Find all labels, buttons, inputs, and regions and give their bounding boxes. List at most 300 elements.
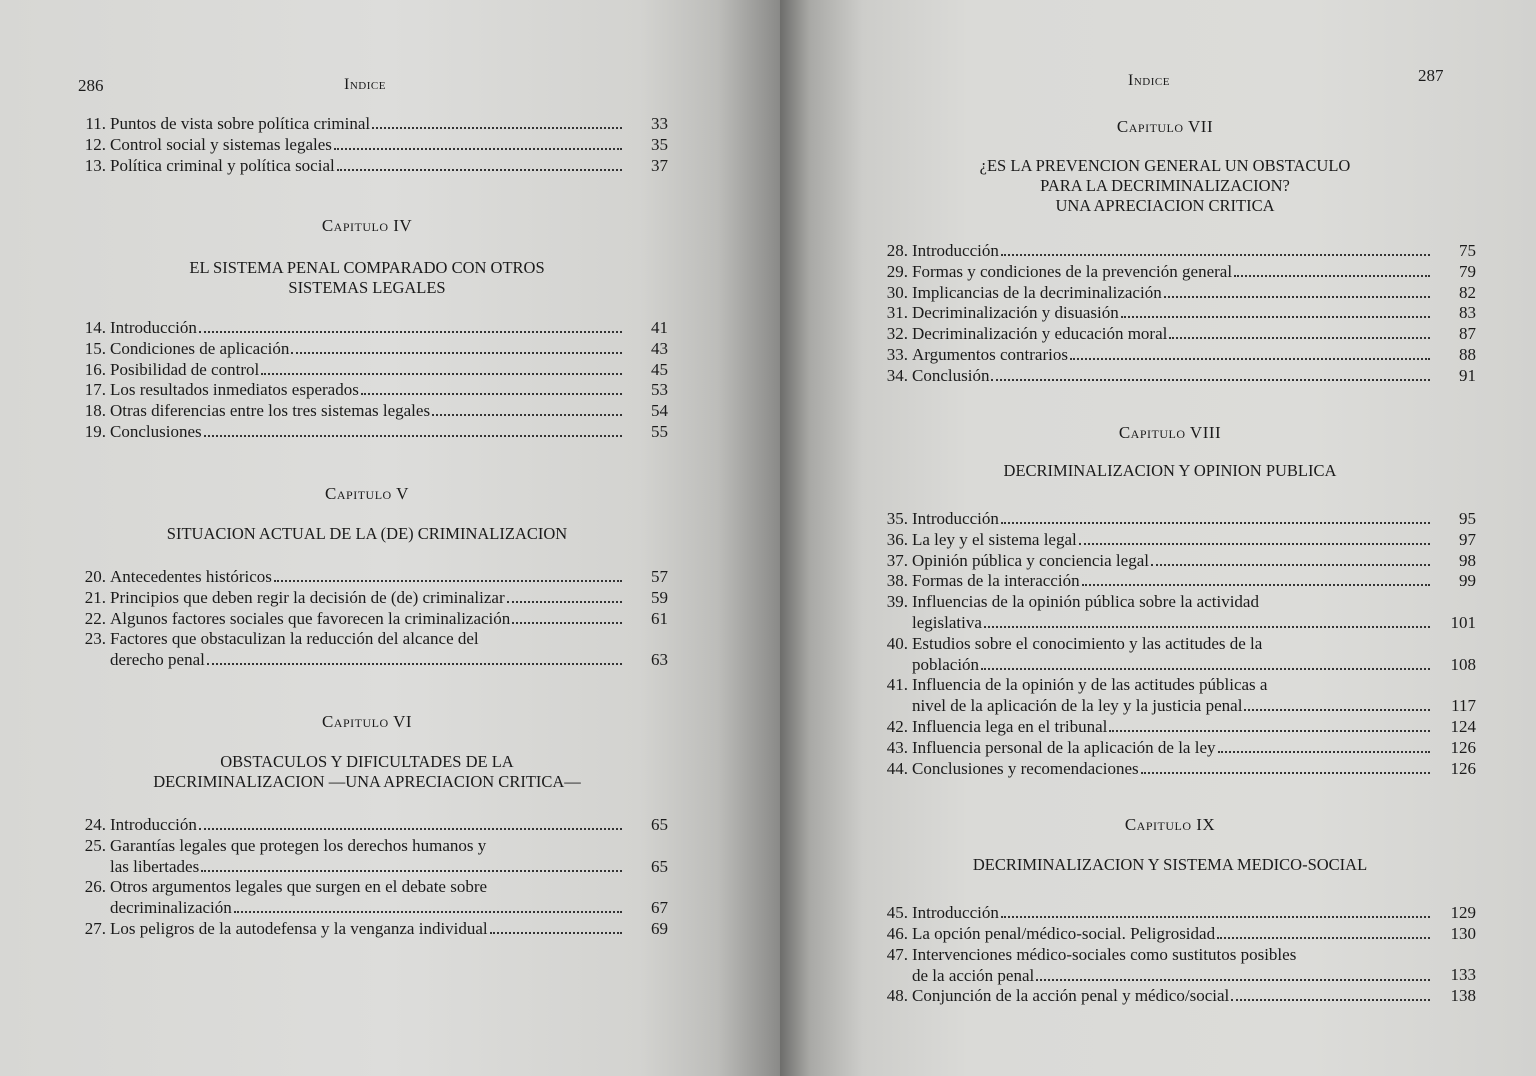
- entry-title-text: Influencias de la opinión pública sobre la actividad: [912, 592, 1259, 612]
- entry-title-line: [110, 835, 626, 856]
- entry-title-line: [912, 365, 1434, 386]
- entry-page: 99: [1459, 571, 1476, 591]
- entry-page: 55: [651, 422, 668, 441]
- entry-title-line: [110, 587, 626, 608]
- entry-page: 35: [651, 134, 668, 154]
- toc-entry[interactable]: [72, 876, 668, 918]
- right-page: [780, 0, 1536, 1076]
- entry-number: 34.: [886, 365, 908, 385]
- entry-number: 13.: [84, 155, 106, 175]
- entry-title-line: [912, 323, 1434, 344]
- entry-title-line: [110, 379, 626, 400]
- entry-number: 27.: [84, 919, 106, 938]
- entry-number: 24.: [84, 815, 106, 834]
- entry-title-text: Conclusiones: [110, 422, 202, 441]
- entry-title-line: [912, 302, 1434, 323]
- chapter-title-line: DECRIMINALIZACION Y SISTEMA MEDICO-SOCIAL: [972, 855, 1368, 874]
- entry-page: 133: [1450, 965, 1476, 985]
- dot-leader: [1001, 522, 1430, 524]
- entry-title: [110, 835, 626, 877]
- entry-page: 61: [651, 608, 668, 628]
- dot-leader: [490, 932, 622, 934]
- running-head: Indice: [344, 76, 386, 93]
- entry-page: 37: [651, 155, 668, 175]
- dot-leader: [274, 580, 622, 582]
- toc-entry[interactable]: [874, 570, 1474, 591]
- entry-title-text: población: [912, 654, 980, 674]
- entry-title: [912, 508, 1434, 529]
- entry-title-text: Conclusión: [912, 365, 990, 385]
- entry-number: 26.: [84, 877, 106, 897]
- entry-page: 54: [651, 401, 668, 421]
- entry-title-line: [110, 359, 626, 380]
- dot-leader: [1082, 584, 1430, 586]
- toc-entry[interactable]: [72, 421, 668, 442]
- entry-title: [110, 359, 626, 380]
- toc-entry[interactable]: [72, 379, 668, 400]
- entry-title-text: Posibilidad de control: [110, 359, 260, 379]
- entry-title-text: Puntos de vista sobre política criminal: [110, 114, 371, 133]
- dot-leader: [512, 622, 622, 624]
- entry-title-text: Antecedentes históricos: [110, 567, 272, 586]
- entry-page: 65: [651, 856, 668, 876]
- toc-entry[interactable]: [874, 550, 1474, 571]
- toc-entry[interactable]: [874, 902, 1474, 923]
- entry-title: [912, 344, 1434, 365]
- entry-title-line: [110, 608, 626, 629]
- toc-entry[interactable]: [72, 338, 668, 359]
- entry-number: 47.: [886, 944, 908, 964]
- entry-title: [110, 134, 626, 155]
- toc-entry[interactable]: [874, 508, 1474, 529]
- entry-title-line: [110, 421, 626, 442]
- entry-title-line: [912, 654, 1434, 675]
- entry-title: [912, 365, 1434, 386]
- entry-page: 45: [651, 359, 668, 379]
- dot-leader: [981, 668, 1430, 670]
- entry-title-line: [110, 400, 626, 421]
- entry-number: 25.: [84, 835, 106, 855]
- dot-leader: [1234, 275, 1430, 277]
- entry-title-text: derecho penal: [110, 650, 205, 670]
- dot-leader: [199, 331, 622, 333]
- entry-title: [912, 737, 1434, 758]
- toc-entry[interactable]: [874, 716, 1474, 737]
- entry-title-line: [110, 134, 626, 155]
- entry-title-line: [912, 570, 1434, 591]
- entry-title-text: Los peligros de la autodefensa y la venganza individual: [110, 919, 488, 938]
- entry-title-text: La ley y el sistema legal: [912, 529, 1077, 549]
- entry-title-text: Introducción: [912, 903, 999, 922]
- entry-title: [110, 608, 626, 629]
- toc-entry[interactable]: [874, 323, 1474, 344]
- entry-title: [912, 944, 1434, 986]
- entry-number: 22.: [84, 608, 106, 628]
- chapter-title-line: ¿ES LA PREVENCION GENERAL UN OBSTACULO: [979, 156, 1351, 175]
- entry-page: 57: [651, 567, 668, 586]
- entry-page: 138: [1450, 986, 1476, 1006]
- entry-title-text: Los resultados inmediatos esperados: [110, 380, 359, 400]
- dot-leader: [1001, 916, 1430, 918]
- entry-number: 11.: [85, 114, 106, 133]
- entry-page: 41: [651, 318, 668, 337]
- entry-title-text: legislativa: [912, 613, 982, 633]
- chapter-title: [72, 258, 662, 298]
- toc-entry[interactable]: [72, 835, 668, 877]
- entry-page: 130: [1450, 923, 1476, 943]
- entry-number: 35.: [886, 509, 908, 528]
- toc-entry[interactable]: [72, 113, 668, 134]
- entry-title-text: de la acción penal: [912, 965, 1035, 985]
- entry-page: 117: [1451, 696, 1476, 716]
- entry-title-line: [110, 856, 626, 877]
- entry-title-line: [912, 591, 1434, 612]
- dot-leader: [1141, 772, 1430, 774]
- entry-title: [912, 529, 1434, 550]
- entry-title-line: [912, 529, 1434, 550]
- toc-entry[interactable]: [874, 282, 1474, 303]
- dot-leader: [372, 127, 622, 129]
- entry-number: 23.: [84, 629, 106, 649]
- entry-title-line: [912, 508, 1434, 529]
- chapter-title-line: EL SISTEMA PENAL COMPARADO CON OTROS: [189, 258, 545, 277]
- toc-entry[interactable]: [874, 529, 1474, 550]
- entry-page: 33: [651, 114, 668, 133]
- entry-page: 67: [651, 898, 668, 918]
- entry-title-line: [110, 113, 626, 134]
- entry-page: 98: [1459, 550, 1476, 570]
- entry-title: [912, 591, 1434, 633]
- entry-page: 124: [1450, 717, 1476, 736]
- entry-title-text: Otros argumentos legales que surgen en el debate sobre: [110, 877, 488, 897]
- entry-title-line: [110, 918, 626, 939]
- entry-title-line: [912, 612, 1434, 633]
- dot-leader: [432, 414, 622, 416]
- entry-page: 129: [1450, 903, 1476, 922]
- entry-title-line: [912, 923, 1434, 944]
- entry-page: 69: [651, 919, 668, 938]
- chapter-title: [880, 855, 1460, 875]
- entry-number: 30.: [886, 282, 908, 302]
- entry-title: [912, 282, 1434, 303]
- entry-title-text: las libertades: [110, 856, 200, 876]
- chapter-label: Capitulo V: [325, 484, 409, 503]
- dot-leader: [1169, 337, 1430, 339]
- dot-leader: [507, 601, 622, 603]
- entry-title: [912, 716, 1434, 737]
- entry-number: 12.: [84, 134, 106, 154]
- entry-title: [110, 338, 626, 359]
- dot-leader: [1218, 751, 1431, 753]
- toc-entry[interactable]: [72, 359, 668, 380]
- running-head: Indice: [1128, 72, 1170, 89]
- dot-leader: [201, 870, 622, 872]
- entry-page: 82: [1459, 282, 1476, 302]
- entry-number: 39.: [886, 592, 908, 612]
- entry-title: [912, 758, 1434, 779]
- dot-leader: [1164, 296, 1430, 298]
- entry-title-text: Principios que deben regir la decisión de (de) criminalizar: [110, 587, 505, 607]
- dot-leader: [1070, 358, 1430, 360]
- entry-number: 32.: [886, 324, 908, 344]
- entry-title: [110, 566, 626, 587]
- entry-title: [110, 918, 626, 939]
- entry-number: 29.: [886, 261, 908, 281]
- toc-entry[interactable]: [874, 344, 1474, 365]
- chapter-title: [72, 752, 662, 792]
- entry-title-line: [912, 633, 1434, 654]
- entry-number: 44.: [886, 758, 908, 778]
- entry-title: [912, 674, 1434, 716]
- entry-title: [110, 379, 626, 400]
- entry-page: 53: [651, 380, 668, 400]
- entry-title-text: Garantías legales que protegen los derechos humanos y: [110, 835, 487, 855]
- entry-page: 97: [1459, 529, 1476, 549]
- entry-page: 63: [651, 650, 668, 670]
- entry-title-text: Algunos factores sociales que favorecen la criminalización: [110, 608, 511, 628]
- entry-title: [110, 628, 626, 670]
- entry-number: 37.: [886, 550, 908, 570]
- entry-title: [110, 155, 626, 176]
- entry-title-line: [110, 876, 626, 897]
- toc-entry[interactable]: [874, 737, 1474, 758]
- page-number: 286: [78, 76, 104, 95]
- entry-number: 42.: [886, 717, 908, 736]
- entry-title: [912, 240, 1434, 261]
- toc-entry[interactable]: [72, 566, 668, 587]
- toc-entry[interactable]: [72, 587, 668, 608]
- entry-title-text: Introducción: [912, 509, 999, 528]
- entry-title: [110, 113, 626, 134]
- entry-title-text: Conclusiones y recomendaciones: [912, 758, 1139, 778]
- chapter-title-line: SITUACION ACTUAL DE LA (DE) CRIMINALIZACION: [166, 524, 568, 543]
- entry-title-line: [912, 944, 1434, 965]
- entry-title: [110, 317, 626, 338]
- entry-number: 31.: [886, 303, 908, 323]
- entry-page: 87: [1459, 324, 1476, 344]
- entry-title-text: Otras diferencias entre los tres sistemas legales: [110, 401, 431, 421]
- entry-title: [110, 400, 626, 421]
- entry-page: 95: [1459, 509, 1476, 528]
- dot-leader: [1217, 937, 1430, 939]
- dot-leader: [334, 148, 622, 150]
- entry-title-text: Formas de la interacción: [912, 571, 1080, 591]
- toc-entry[interactable]: [72, 608, 668, 629]
- entry-title-line: [912, 550, 1434, 571]
- dot-leader: [1109, 730, 1430, 732]
- entry-title-line: [912, 737, 1434, 758]
- entry-number: 45.: [886, 903, 908, 922]
- chapter-label: Capitulo VI: [321, 712, 413, 731]
- entry-title: [912, 633, 1434, 675]
- entry-title-text: Control social y sistemas legales: [110, 134, 332, 154]
- dot-leader: [1151, 564, 1430, 566]
- dot-leader: [204, 435, 622, 437]
- dot-leader: [291, 352, 622, 354]
- entry-title: [912, 570, 1434, 591]
- entry-title-text: Decriminalización y disuasión: [912, 303, 1119, 323]
- entry-title: [912, 985, 1434, 1006]
- entry-number: 19.: [84, 422, 106, 441]
- entry-title: [912, 323, 1434, 344]
- dot-leader: [1079, 543, 1430, 545]
- entry-title-text: Introducción: [110, 318, 197, 337]
- entry-title-line: [110, 317, 626, 338]
- entry-title-text: Influencia personal de la aplicación de la ley: [912, 737, 1216, 757]
- toc-entry[interactable]: [874, 633, 1474, 675]
- entry-title-line: [110, 628, 626, 649]
- entry-title-line: [912, 261, 1434, 282]
- entry-title: [110, 876, 626, 918]
- entry-title-text: La opción penal/médico-social. Peligrosidad: [912, 923, 1216, 943]
- entry-page: 91: [1459, 365, 1476, 385]
- dot-leader: [991, 379, 1430, 381]
- chapter-title-line: DECRIMINALIZACION —UNA APRECIACION CRITICA—: [153, 772, 581, 791]
- toc-entry[interactable]: [72, 918, 668, 939]
- entry-title-line: [110, 649, 626, 670]
- entry-title: [110, 587, 626, 608]
- entry-title: [110, 814, 626, 835]
- entry-title-text: Factores que obstaculizan la reducción del alcance del: [110, 629, 479, 649]
- entry-title-text: Influencia de la opinión y de las actitudes públicas a: [912, 675, 1268, 695]
- entry-title-text: Formas y condiciones de la prevención general: [912, 261, 1233, 281]
- entry-title: [912, 302, 1434, 323]
- entry-title-text: Conjunción de la acción penal y médico/social: [912, 986, 1230, 1006]
- entry-title: [912, 902, 1434, 923]
- chapter-title: [880, 156, 1450, 216]
- entry-title-line: [912, 344, 1434, 365]
- entry-page: 126: [1450, 737, 1476, 757]
- toc-entry[interactable]: [874, 261, 1474, 282]
- entry-title-line: [110, 338, 626, 359]
- entry-page: 83: [1459, 303, 1476, 323]
- toc-entry[interactable]: [874, 302, 1474, 323]
- toc-entry[interactable]: [874, 240, 1474, 261]
- dot-leader: [261, 373, 622, 375]
- toc-entry[interactable]: [72, 814, 668, 835]
- entry-page: 79: [1459, 261, 1476, 281]
- entry-number: 33.: [886, 345, 908, 364]
- entry-title-text: nivel de la aplicación de la ley y la justicia penal: [912, 696, 1243, 716]
- entry-page: 101: [1450, 612, 1476, 632]
- entry-title-line: [110, 814, 626, 835]
- entry-title-text: Introducción: [110, 815, 197, 834]
- dot-leader: [199, 828, 622, 830]
- entry-title: [912, 550, 1434, 571]
- chapter-title-line: SISTEMAS LEGALES: [288, 278, 446, 297]
- entry-title: [110, 421, 626, 442]
- entry-number: 41.: [886, 675, 908, 695]
- chapter-title: [72, 524, 662, 544]
- toc-entry[interactable]: [72, 134, 668, 155]
- entry-number: 46.: [886, 923, 908, 943]
- chapter-title-line: PARA LA DECRIMINALIZACION?: [1040, 176, 1290, 195]
- entry-number: 16.: [84, 359, 106, 379]
- toc-entry[interactable]: [874, 591, 1474, 633]
- dot-leader: [361, 393, 622, 395]
- entry-title-text: Decriminalización y educación moral: [912, 324, 1168, 344]
- entry-title-text: Condiciones de aplicación: [110, 338, 290, 358]
- entry-title-line: [912, 758, 1434, 779]
- toc-entry[interactable]: [874, 758, 1474, 779]
- entry-number: 15.: [84, 338, 106, 358]
- entry-title-text: Introducción: [912, 241, 999, 260]
- entry-number: 43.: [886, 737, 908, 757]
- chapter-label: Capitulo VIII: [1118, 423, 1222, 442]
- entry-number: 17.: [84, 380, 106, 400]
- toc-entry[interactable]: [72, 155, 668, 176]
- entry-title-line: [912, 674, 1434, 695]
- entry-title-line: [912, 965, 1434, 986]
- dot-leader: [1121, 316, 1430, 318]
- entry-title-text: Política criminal y política social: [110, 155, 335, 175]
- toc-entry[interactable]: [874, 985, 1474, 1006]
- entry-title-line: [912, 985, 1434, 1006]
- entry-number: 38.: [886, 571, 908, 591]
- toc-entry[interactable]: [874, 674, 1474, 716]
- dot-leader: [1244, 709, 1430, 711]
- entry-page: 59: [651, 587, 668, 607]
- toc-entry[interactable]: [72, 317, 668, 338]
- dot-leader: [1036, 979, 1430, 981]
- entry-page: 88: [1459, 345, 1476, 364]
- chapter-label: Capitulo VII: [1116, 117, 1214, 136]
- dot-leader: [337, 169, 622, 171]
- entry-page: 65: [651, 815, 668, 834]
- entry-title-line: [912, 716, 1434, 737]
- toc-entry[interactable]: [874, 365, 1474, 386]
- entry-number: 21.: [84, 587, 106, 607]
- entry-title-line: [912, 282, 1434, 303]
- chapter-label: Capitulo IX: [1124, 815, 1216, 834]
- entry-number: 18.: [84, 401, 106, 421]
- entry-title: [912, 923, 1434, 944]
- dot-leader: [984, 626, 1430, 628]
- entry-title-line: [110, 155, 626, 176]
- dot-leader: [1231, 999, 1430, 1001]
- chapter-title-line: DECRIMINALIZACION Y OPINION PUBLICA: [1003, 461, 1337, 480]
- chapter-title-line: OBSTACULOS Y DIFICULTADES DE LA: [220, 752, 514, 771]
- toc-entry[interactable]: [72, 628, 668, 670]
- entry-number: 36.: [886, 529, 908, 549]
- entry-title: [912, 261, 1434, 282]
- entry-number: 40.: [886, 633, 908, 653]
- entry-page: 43: [651, 338, 668, 358]
- entry-title-text: Intervenciones médico-sociales como sustitutos posibles: [912, 944, 1297, 964]
- dot-leader: [1001, 254, 1430, 256]
- entry-title-line: [912, 902, 1434, 923]
- page-number: 287: [1418, 66, 1444, 85]
- entry-number: 28.: [886, 241, 908, 260]
- entry-title-line: [912, 695, 1434, 716]
- toc-entry[interactable]: [72, 400, 668, 421]
- entry-title-text: decriminalización: [110, 898, 232, 918]
- chapter-title: [880, 461, 1460, 481]
- entry-page: 126: [1450, 758, 1476, 778]
- entry-title-text: Influencia lega en el tribunal: [912, 717, 1108, 736]
- chapter-label: Capitulo IV: [321, 216, 413, 235]
- entry-title-line: [110, 897, 626, 918]
- dot-leader: [207, 663, 622, 665]
- entry-title-text: Opinión pública y conciencia legal: [912, 550, 1149, 570]
- toc-entry[interactable]: [874, 923, 1474, 944]
- toc-entry[interactable]: [874, 944, 1474, 986]
- entry-title-text: Estudios sobre el conocimiento y las actitudes de la: [912, 633, 1263, 653]
- entry-number: 14.: [84, 318, 106, 337]
- entry-title-text: Argumentos contrarios: [912, 345, 1068, 364]
- entry-title-line: [912, 240, 1434, 261]
- entry-page: 75: [1459, 241, 1476, 260]
